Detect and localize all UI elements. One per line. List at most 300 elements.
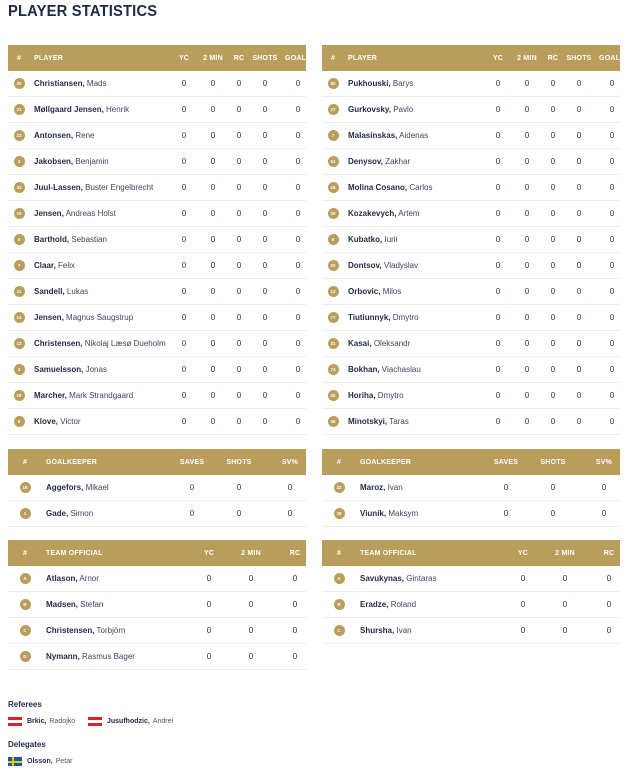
stat-rc: 0 [606,626,612,635]
stat-rc: 0 [236,391,242,400]
name-cell [30,131,172,140]
stat-rc: 0 [606,600,612,609]
stat-min2: 0 [210,183,216,192]
last-name: Tiutiunnyk, [348,313,391,322]
stat-goals: 0 [609,105,615,114]
stat-min2: 0 [248,574,254,583]
stat-min2: 0 [524,79,530,88]
stat-min2: 0 [524,365,530,374]
col-rc: RC [233,54,245,62]
number-badge-cell [8,651,42,662]
table-row [8,279,306,305]
stat-goals: 0 [609,79,615,88]
stat-svpct: 0 [287,483,293,492]
stat-min2: 0 [562,574,568,583]
number-badge: A [20,573,31,584]
col-2min: 2 MIN [555,549,575,557]
number-badge: B [334,599,345,610]
first-name: Simon [70,509,94,518]
name-cell [344,105,486,114]
first-name: Jonas [85,365,107,374]
stat-min2: 0 [562,626,568,635]
stat-goals: 0 [295,261,301,270]
stat-shots: 0 [262,131,268,140]
stat-yc: 0 [495,79,501,88]
number-badge: 14 [14,312,25,323]
referee-last-name: Brkic, [27,718,47,725]
referee-item [8,717,75,726]
col-num: # [330,54,336,62]
first-name: Stefan [80,600,104,609]
stat-rc: 0 [292,600,298,609]
number-badge: 20 [14,78,25,89]
stat-rc: 0 [236,105,242,114]
last-name: Barthold, [34,235,70,244]
number-badge: 12 [328,286,339,297]
first-name: Dmytro [377,391,404,400]
last-name: Claar, [34,261,56,270]
col-num: # [16,54,22,62]
stat-min2: 0 [524,339,530,348]
table-row [322,123,620,149]
stat-goals: 0 [609,157,615,166]
stat-yc: 0 [181,183,187,192]
table-row [322,305,620,331]
last-name: Kasai, [348,339,372,348]
stat-shots: 0 [576,105,582,114]
number-badge-cell [322,508,356,519]
stat-rc: 0 [236,365,242,374]
number-badge-cell [8,312,30,323]
stat-goals: 0 [295,287,301,296]
last-name: Marcher, [34,391,67,400]
col-2min: 2 MIN [203,54,223,62]
away-goalkeepers-table [322,449,620,527]
stat-rc: 0 [550,339,556,348]
stat-svpct: 0 [601,509,607,518]
name-cell [344,209,486,218]
last-name: Kozakevych, [348,209,397,218]
table-row [8,357,306,383]
stat-min2: 0 [524,131,530,140]
stat-yc: 0 [495,235,501,244]
stat-min2: 0 [524,391,530,400]
stat-goals: 0 [295,105,301,114]
away-players-table [322,45,625,435]
table-header [8,45,311,71]
col-yc: YC [203,549,215,557]
stat-rc: 0 [550,417,556,426]
number-badge-cell [8,416,30,427]
table-row [322,175,620,201]
stat-rc: 0 [236,131,242,140]
name-cell [356,483,486,492]
number-badge: 50 [328,78,339,89]
first-name: Rasmus Bager [82,652,135,661]
stat-min2: 0 [524,313,530,322]
first-name: Torbjörn [96,626,126,635]
name-cell [30,157,172,166]
table-row [8,409,306,435]
number-badge: 33 [14,182,25,193]
stat-goals: 0 [295,365,301,374]
number-badge-cell [322,234,344,245]
last-name: Jensen, [34,209,64,218]
number-badge-cell [8,78,30,89]
last-name: Minotskyi, [348,417,388,426]
number-badge: 22 [328,260,339,271]
number-badge: 3 [14,364,25,375]
stat-shots: 0 [262,261,268,270]
col-2min: 2 MIN [517,54,537,62]
stat-goals: 0 [609,235,615,244]
first-name: Mark Strandgaard [69,391,134,400]
stat-yc: 0 [181,391,187,400]
stat-shots: 0 [236,483,242,492]
number-badge: C [20,625,31,636]
number-badge-cell [8,234,30,245]
table-row [8,253,306,279]
number-badge-cell [322,482,356,493]
referees-label: Referees [8,700,42,709]
stat-goals: 0 [295,235,301,244]
table-header [322,449,620,475]
number-badge-cell [8,338,30,349]
stat-rc: 0 [236,417,242,426]
stat-shots: 0 [576,79,582,88]
referee-first-name: Radojko [49,718,76,725]
stat-rc: 0 [550,131,556,140]
stat-goals: 0 [609,287,615,296]
last-name: Shursha, [360,626,395,635]
first-name: Mads [86,79,107,88]
name-cell [344,183,486,192]
stat-yc: 0 [520,600,526,609]
stat-goals: 0 [295,157,301,166]
number-badge: 16 [20,482,31,493]
first-name: Oleksandr [373,339,411,348]
stat-yc: 0 [495,209,501,218]
name-cell [344,261,486,270]
number-badge: 6 [14,234,25,245]
table-row [322,97,620,123]
name-cell [356,600,506,609]
number-badge-cell [322,364,344,375]
delegate-last-name: Olsson, [27,758,53,765]
stat-min2: 0 [524,157,530,166]
number-badge-cell [322,182,344,193]
stat-yc: 0 [495,313,501,322]
stat-min2: 0 [562,600,568,609]
name-cell [42,626,192,635]
name-cell [30,235,172,244]
number-badge-cell [322,625,356,636]
last-name: Gurkovsky, [348,105,391,114]
table-row [8,97,306,123]
last-name: Aggefors, [46,483,84,492]
first-name: Henrik [106,105,130,114]
stat-shots: 0 [576,391,582,400]
stat-yc: 0 [495,261,501,270]
stat-yc: 0 [181,365,187,374]
stat-shots: 0 [262,209,268,218]
first-name: Magnus Saugstrup [66,313,134,322]
stat-saves: 0 [189,483,195,492]
last-name: Møllgaard Jensen, [34,105,104,114]
first-name: Pavlo [393,105,414,114]
col-num: # [22,458,28,466]
name-cell [344,417,486,426]
stat-yc: 0 [520,574,526,583]
number-badge: 74 [328,364,339,375]
name-cell [30,209,172,218]
stat-rc: 0 [236,183,242,192]
stat-yc: 0 [181,339,187,348]
first-name: Aidenas [399,131,429,140]
stat-goals: 0 [609,313,615,322]
stat-yc: 0 [181,79,187,88]
stat-goals: 0 [609,209,615,218]
last-name: Jakobsen, [34,157,74,166]
stat-rc: 0 [606,574,612,583]
stat-shots: 0 [236,509,242,518]
number-badge-cell [322,390,344,401]
col-svpct: SV% [281,458,299,466]
table-row [8,475,306,501]
table-row [8,618,306,644]
last-name: Samuelsson, [34,365,84,374]
col-shots: SHOTS [566,54,592,62]
stat-rc: 0 [550,183,556,192]
table-row [322,331,620,357]
home-players-table [8,45,311,435]
number-badge-cell [8,482,42,493]
last-name: Horiha, [348,391,376,400]
first-name: Rene [75,131,95,140]
stat-rc: 0 [550,365,556,374]
stat-goals: 0 [295,391,301,400]
table-row [322,149,620,175]
first-name: Nikolaj Læsø Dueholm [84,339,166,348]
stat-shots: 0 [550,483,556,492]
stat-shots: 0 [576,261,582,270]
number-badge: 38 [334,508,345,519]
number-badge-cell [8,625,42,636]
table-row [8,149,306,175]
name-cell [30,105,172,114]
table-row [322,71,620,97]
last-name: Juul-Lassen, [34,183,83,192]
name-cell [30,391,172,400]
col-shots: SHOTS [540,458,566,466]
stat-yc: 0 [495,417,501,426]
name-cell [42,483,172,492]
last-name: Molina Cosano, [348,183,408,192]
table-header [8,540,306,566]
first-name: Barys [392,79,414,88]
stat-rc: 0 [236,209,242,218]
col-saves: SAVES [179,458,205,466]
number-badge: 18 [328,182,339,193]
number-badge-cell [8,508,42,519]
stat-shots: 0 [576,287,582,296]
stat-yc: 0 [495,105,501,114]
stat-shots: 0 [262,339,268,348]
last-name: Malasinskas, [348,131,398,140]
last-name: Denysov, [348,157,383,166]
col-goals: GOALS [599,54,625,62]
stat-rc: 0 [292,652,298,661]
last-name: Eradze, [360,600,389,609]
last-name: Gade, [46,509,69,518]
table-row [322,227,620,253]
number-badge: D [20,651,31,662]
stat-rc: 0 [236,313,242,322]
first-name: Ivan [396,626,412,635]
stat-goals: 0 [295,183,301,192]
table-row [8,566,306,592]
last-name: Antonsen, [34,131,74,140]
stat-goals: 0 [295,339,301,348]
stat-yc: 0 [181,157,187,166]
name-cell [344,79,486,88]
table-row [322,357,620,383]
table-row [322,201,620,227]
first-name: Milos [382,287,402,296]
stat-goals: 0 [609,261,615,270]
number-badge-cell [8,130,30,141]
number-badge-cell [8,573,42,584]
number-badge: 31 [328,338,339,349]
austria-flag-icon [88,717,102,726]
number-badge-cell [8,208,30,219]
number-badge-cell [8,364,30,375]
col-rc: RC [289,549,301,557]
stat-goals: 0 [295,79,301,88]
stat-yc: 0 [206,600,212,609]
number-badge: 77 [328,312,339,323]
stat-shots: 0 [262,417,268,426]
stat-yc: 0 [181,287,187,296]
name-cell [30,287,172,296]
col-yc: YC [492,54,504,62]
sweden-flag-icon [8,757,22,766]
table-row [8,71,306,97]
stat-svpct: 0 [601,483,607,492]
home-officials-table [8,540,306,670]
number-badge-cell [322,104,344,115]
stat-rc: 0 [236,79,242,88]
col-shots: SHOTS [252,54,278,62]
referee-item [88,717,173,726]
stat-shots: 0 [262,235,268,244]
name-cell [42,600,192,609]
number-badge: 20 [328,208,339,219]
table-header [8,449,306,475]
stat-min2: 0 [210,261,216,270]
number-badge: 27 [328,104,339,115]
stat-saves: 0 [189,509,195,518]
number-badge: 23 [14,130,25,141]
stat-min2: 0 [524,209,530,218]
stat-goals: 0 [295,131,301,140]
stat-yc: 0 [206,652,212,661]
number-badge-cell [8,390,30,401]
stat-goals: 0 [609,365,615,374]
number-badge-cell [8,599,42,610]
first-name: Buster Engelbrecht [85,183,154,192]
stat-min2: 0 [210,313,216,322]
stat-min2: 0 [210,417,216,426]
stat-goals: 0 [609,131,615,140]
first-name: Lukas [66,287,89,296]
number-badge-cell [322,312,344,323]
stat-shots: 0 [576,235,582,244]
delegate-item [8,757,72,766]
col-official: TEAM OFFICIAL [46,549,103,557]
austria-flag-icon [8,717,22,726]
stat-yc: 0 [495,131,501,140]
last-name: Klove, [34,417,59,426]
table-row [8,201,306,227]
stat-shots: 0 [576,157,582,166]
stat-goals: 0 [609,417,615,426]
table-row [322,618,620,644]
last-name: Madsen, [46,600,79,609]
first-name: Artem [398,209,420,218]
first-name: Roland [390,600,417,609]
col-svpct: SV% [595,458,613,466]
number-badge: 51 [328,156,339,167]
stat-goals: 0 [609,391,615,400]
table-header [322,45,625,71]
stat-shots: 0 [262,313,268,322]
stat-min2: 0 [210,131,216,140]
stat-rc: 0 [236,287,242,296]
number-badge: 35 [328,416,339,427]
name-cell [30,417,172,426]
last-name: Sandell, [34,287,65,296]
stat-yc: 0 [495,157,501,166]
number-badge-cell [322,208,344,219]
name-cell [30,183,172,192]
stat-min2: 0 [524,261,530,270]
number-badge: 7 [14,260,25,271]
stat-min2: 0 [248,626,254,635]
stat-rc: 0 [550,209,556,218]
stat-min2: 0 [524,287,530,296]
last-name: Viunik, [360,509,387,518]
stat-yc: 0 [181,131,187,140]
stat-min2: 0 [248,600,254,609]
first-name: Arnor [79,574,99,583]
table-row [322,475,620,501]
name-cell [30,313,172,322]
delegates-label: Delegates [8,740,46,749]
referee-first-name: Andrei [152,718,174,725]
stat-svpct: 0 [287,509,293,518]
stat-goals: 0 [295,313,301,322]
stat-saves: 0 [503,483,509,492]
stat-shots: 0 [262,157,268,166]
stat-shots: 0 [262,79,268,88]
last-name: Atlason, [46,574,78,583]
table-row [8,644,306,670]
col-goalkeeper: GOALKEEPER [46,458,98,466]
stat-min2: 0 [524,105,530,114]
stat-min2: 0 [524,417,530,426]
stat-yc: 0 [181,417,187,426]
